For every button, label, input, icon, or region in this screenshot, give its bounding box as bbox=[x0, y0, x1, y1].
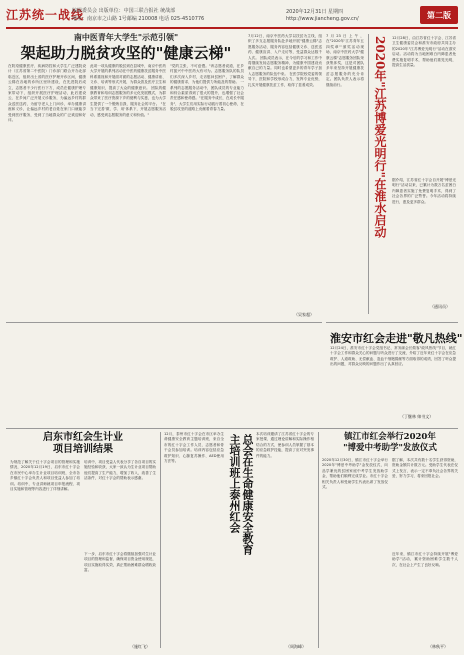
page-badge: 第二版 bbox=[420, 6, 458, 24]
right-text-1: 12月28日，由江苏省红十字会、江苏省卫生健康委员会和淮安市政府共同主办的2020年"江苏博爱光明行"活动在淮安启动。活动将为当地困难白内障患者免费实施复明手术，帮助他们重见光明，提高生活质量。 bbox=[392, 36, 456, 68]
huaian-text: 12月24日，淮安市红十字会党组书记、常务副会长做客"政风热线"节目，就红十字会工作和群众关心的问题与听众进行了交流，介绍了近年来红十字会在应急救护、人道救助、无偿献血、造血干细胞捐献等方面取得的成绩，回答了听众提出的问题，对群众反映的问题作出了认真回应。 bbox=[330, 346, 456, 367]
taizhou-text-2: 本次培训邀请了江苏省红十字会的专家授课，通过理论讲解和实际操作相结合的方式，使参训人员掌握了基本的应急救护技能，提高了应对突发事件的能力。 bbox=[256, 432, 314, 458]
section-divider bbox=[326, 322, 458, 323]
section-divider-top bbox=[6, 322, 322, 323]
column-divider bbox=[368, 34, 369, 314]
header-address: 地址：南京市之山路 1号邮编 210008 电话 025-4510776 bbox=[72, 16, 205, 22]
zhenjiang-text-2: 据了解，本次共有数十名学生获得资助，资助金额共计数万元。受助学生代表在仪式上发言，表示一定不辜负社会各界的关爱，努力学习，将来回报社会。 bbox=[392, 458, 458, 479]
zhenjiang-text-3: 近年来，镇江市红十字会持续开展"博爱助学"活动，累计资助困难学生数千人次，在社会上产生了良好反响。 bbox=[392, 552, 458, 567]
taizhou-author: （周海峰） bbox=[286, 644, 306, 649]
newspaper-logo: 江苏统一战线 bbox=[6, 8, 85, 22]
article-kicker: 南中医青年大学生"示范引领" bbox=[73, 33, 179, 42]
article-column-4: 7月12日，南京中医药大学以扶贫为主线，组织了多支志愿服务队赴多地开展"健康云梯"志愿服务活动，服务内容包括健康义诊、送医送药、健康宣讲、入户走访等，受益群众达数千人次。 团队成员表示，在今后的学习和工作中将继续发扬志愿服务精神，为健康中国建设贡献自己的力量。同时也希望更多的青年学子加入志愿服务的队伍中来。 在医学院校党委的领导下，医院和学校形成合力，发挥专业优势，扎实开展健康扶贫工作，取得了显著成效。 bbox=[248, 34, 322, 87]
zhenjiang-title: 镇江市红会举行2020年 "博爱中考助学"发放仪式 bbox=[343, 432, 437, 453]
page-header bbox=[6, 6, 458, 26]
header-date: 2020年12月31日 星期四 bbox=[286, 9, 344, 15]
zhenjiang-text-1: 2020年12月30日，镇江市红十字会举行2020年"博爱中考助学"金发放仪式，向品学兼优的贫困家庭中考学生发放助学金，帮助他们顺利完成学业。市红十字会相关负责人和受助学生代表出席了发放仪式。 bbox=[322, 458, 388, 490]
huaian-title: 淮安市红会走进"敬凡热线" bbox=[330, 332, 463, 345]
header-url: http://www.jiancheng.gov.cn/ bbox=[286, 16, 359, 22]
taizhou-vertical-title: 总会在生命健康安全教育 主培训班上泰州红会 bbox=[228, 434, 254, 555]
right-text-2: 据介绍，江苏省红十字会自开展"博爱光明行"活动以来，已累计为数万名贫困白内障患者实施了免费复明手术，得到了社会各界的广泛赞誉。今年活动将持续进行，惠及更多群众。 bbox=[392, 178, 456, 204]
article-column-3: "党的主张，不可怠慢。"该志愿者说道，在乡村振兴中中医药大有可为。志愿服务队的队员们多次深入乡村，走访慰问贫困户，了解群众的健康需求，为他们提供力所能及的帮助。 一系列的志愿服务活动中，团队成员的专业能力和综合素质得到了很大的提升，也增强了社会责任感和使命感。"在服务中成长，在成长中服务"，大学生们用实际行动践行着初心使命，在脱贫攻坚的道路上贡献着青春力量。 bbox=[170, 64, 244, 112]
qidong-text-1: 为规范了解关于红十字会项目的管理和实施情况，2020年12月19日，启东市红十字会在市民中心举办生计业项目培训班，全市各乡镇红十字会负责人和项目受益人参加了培训。培训中，专业讲师就项目申报流程、项目实施和管理等内容进行了详细讲解。 bbox=[10, 460, 80, 492]
bottom-divider-2 bbox=[318, 432, 319, 648]
header-rule bbox=[6, 27, 458, 29]
header-info: 编辑委员会 出版单位：中国三联合报社 统战部 bbox=[72, 8, 176, 14]
vertical-headline: 2020年"江苏博爱光明行"在淮水启动 bbox=[373, 36, 387, 238]
qidong-text-2: 培训中，项目受益人代表分享了各自项目的实施经验和收获，大家一致认为生计业项目帮助他们提高了生产能力，增加了收入，改善了生活条件，对红十字会的帮助表示感谢。 bbox=[84, 460, 156, 481]
article-column-1: 在防疫健康医疗、疾病防控和大学生广泛建院设计（江苏省第二中医院）门诊部门联合开办北部临近区，组织出土省的医疗护理开诊区间，健康云梯在各地的诊所区里所建设，在先进院后成立，志愿者不少行医行下方，成员在健康护理专家带动下，组织开展医疗护理活动，此后建设云、在乡间广泛开展义诊服务，为偏远乡村的群众送医送药，为留守老人上门问诊，举办健康讲座和义诊，让偏远乡村的老百姓在家门口就能享受到医疗服务，受到了当地群众的广泛欢迎和好评。 bbox=[8, 64, 86, 123]
huaian-author: （丁继林 帅书文） bbox=[400, 414, 434, 419]
qidong-text-3: 下一步，启东市红十字会将继续加强对生计业项目的管理和监督，确保项目资金使用规范，项目实施取得实效，真正帮助困难群众增收致富。 bbox=[84, 552, 156, 573]
article-column-5: 7月23日上午，在"2020年'江苏青年五四奖章'"颁奖活动现场，南京中医药大学"健康云梯"志愿服务团队荣获集体奖，这是对团队多年来坚持开展健康扶贫志愿服务的充分肯定。团队负责人表示将继续前行。 bbox=[326, 34, 364, 87]
bottom-divider-1 bbox=[160, 432, 161, 648]
qidong-title: 启东市红会生计业 项目培训结果 bbox=[43, 432, 123, 455]
right-author: （通讯员） bbox=[430, 304, 450, 309]
article-author: （吴家超） bbox=[294, 312, 314, 317]
zhenjiang-author: （林秋平） bbox=[428, 644, 448, 649]
taizhou-text-1: 12月，泰州市红十字会在市区举办生命健康安全教育主题培训班，来自全市的红十字会工作人员、志愿者和骨干会员参加培训。培训内容包括应急救护知识、心肺复苏操作、AED使用方法等。 bbox=[164, 432, 224, 464]
qidong-author: （施红飞） bbox=[130, 644, 150, 649]
section-divider-bottom bbox=[6, 428, 458, 429]
article-column-2: 此项一项从健康的脱贫到在县城中，南京中医药大学开展的系列活动在中医药健康扶贫服务中医科系重视和开展面对面的志愿活动、健康讲座、义诊、培训等形式开展，为群众普及医疗卫生和健康知识，提高了大众的健康意识。 团队的健康教育和培训志愿服务的多元化发展模式，为群众带来了医疗资源下乡的便利与实惠，也为大学生提供了一个锻炼自我、服务社会的平台。 "在当下完善'做、学、用'体系下，开展志愿服务活动，感受到志愿服务的意义和价值。" bbox=[90, 64, 166, 117]
article-headline: 架起助力脱贫攻坚的"健康云梯" bbox=[20, 44, 232, 62]
